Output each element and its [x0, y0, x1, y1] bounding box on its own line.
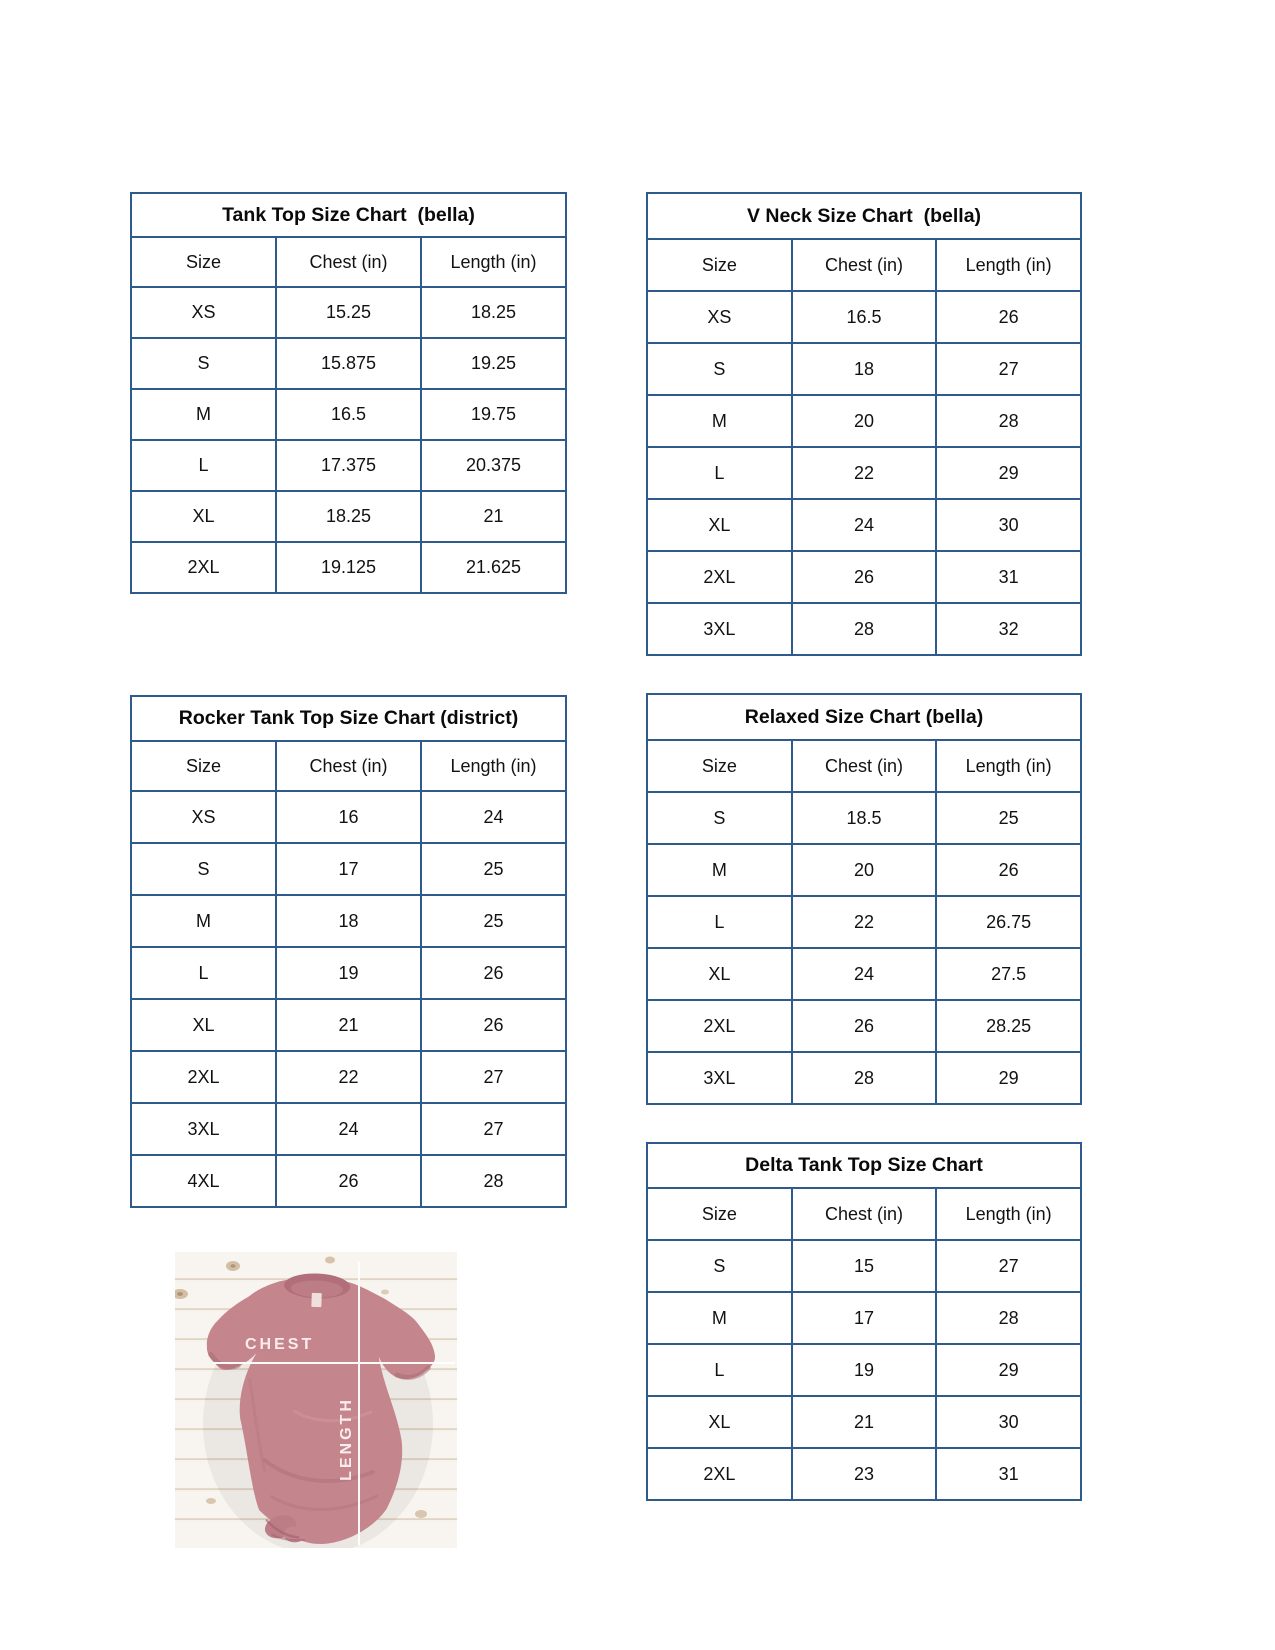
table-row — [647, 844, 1081, 896]
length-cell: 27.5 — [936, 948, 1081, 1000]
length-measure-line — [358, 1262, 360, 1545]
table-title: Delta Tank Top Size Chart — [647, 1143, 1081, 1188]
size-cell: M — [131, 389, 276, 440]
length-cell: 21.625 — [421, 542, 566, 593]
length-cell: 32 — [936, 603, 1081, 655]
chest-measure-line — [213, 1362, 455, 1364]
chest-cell: 18 — [276, 895, 421, 947]
table-row — [647, 896, 1081, 948]
chest-cell: 28 — [792, 603, 937, 655]
size-cell: 3XL — [647, 603, 792, 655]
length-cell: 19.75 — [421, 389, 566, 440]
chest-label: CHEST — [245, 1336, 315, 1353]
size-cell: L — [647, 1344, 792, 1396]
chest-cell: 16.5 — [792, 291, 937, 343]
length-cell: 24 — [421, 791, 566, 843]
size-cell: 2XL — [647, 1000, 792, 1052]
length-cell: 31 — [936, 551, 1081, 603]
size-cell: XL — [131, 999, 276, 1051]
length-cell: 27 — [936, 1240, 1081, 1292]
column-header: Size — [647, 1188, 792, 1240]
table-title: Rocker Tank Top Size Chart (district) — [131, 696, 566, 741]
table-row — [131, 338, 566, 389]
length-cell: 28.25 — [936, 1000, 1081, 1052]
column-header: Chest (in) — [276, 741, 421, 791]
length-cell: 29 — [936, 1344, 1081, 1396]
table-row — [647, 395, 1081, 447]
chest-cell: 16.5 — [276, 389, 421, 440]
chest-cell: 20 — [792, 395, 937, 447]
header-row — [131, 237, 566, 287]
length-cell: 26 — [421, 947, 566, 999]
size-cell: 4XL — [131, 1155, 276, 1207]
size-cell: XS — [131, 287, 276, 338]
length-cell: 25 — [936, 792, 1081, 844]
size-cell: XL — [647, 1396, 792, 1448]
chest-cell: 19 — [792, 1344, 937, 1396]
table-row — [647, 1292, 1081, 1344]
size-cell: S — [647, 343, 792, 395]
chest-cell: 15.25 — [276, 287, 421, 338]
chest-cell: 22 — [276, 1051, 421, 1103]
chest-cell: 23 — [792, 1448, 937, 1500]
size-cell: M — [647, 395, 792, 447]
table-row — [131, 947, 566, 999]
length-cell: 28 — [936, 395, 1081, 447]
column-header: Size — [647, 239, 792, 291]
chest-cell: 17.375 — [276, 440, 421, 491]
column-header: Chest (in) — [276, 237, 421, 287]
length-cell: 20.375 — [421, 440, 566, 491]
column-header: Length (in) — [936, 239, 1081, 291]
table-row — [131, 843, 566, 895]
chest-cell: 24 — [276, 1103, 421, 1155]
length-cell: 26 — [936, 844, 1081, 896]
chest-cell: 17 — [792, 1292, 937, 1344]
chest-cell: 15.875 — [276, 338, 421, 389]
column-header: Length (in) — [421, 741, 566, 791]
size-cell: L — [647, 447, 792, 499]
size-cell: M — [647, 1292, 792, 1344]
length-cell: 30 — [936, 499, 1081, 551]
header-row — [647, 1188, 1081, 1240]
length-cell: 27 — [421, 1103, 566, 1155]
chest-cell: 19 — [276, 947, 421, 999]
chest-cell: 24 — [792, 948, 937, 1000]
size-cell: 2XL — [131, 1051, 276, 1103]
delta-tank-top-size-chart-table — [646, 1142, 1082, 1501]
chest-cell: 18.5 — [792, 792, 937, 844]
size-cell: L — [131, 947, 276, 999]
length-cell: 25 — [421, 895, 566, 947]
table-row — [131, 491, 566, 542]
table-row — [647, 1000, 1081, 1052]
column-header: Size — [131, 741, 276, 791]
table-row — [647, 792, 1081, 844]
v-neck-size-chart-table — [646, 192, 1082, 656]
length-cell: 29 — [936, 447, 1081, 499]
size-cell: 3XL — [131, 1103, 276, 1155]
column-header: Size — [131, 237, 276, 287]
size-cell: XL — [647, 499, 792, 551]
column-header: Size — [647, 740, 792, 792]
table-row — [131, 287, 566, 338]
column-header: Length (in) — [421, 237, 566, 287]
relaxed-size-chart-table — [646, 693, 1082, 1105]
table-row — [647, 1240, 1081, 1292]
size-cell: XS — [647, 291, 792, 343]
length-cell: 19.25 — [421, 338, 566, 389]
table-title: Tank Top Size Chart (bella) — [131, 193, 566, 237]
size-cell: XL — [131, 491, 276, 542]
size-cell: S — [647, 792, 792, 844]
header-row — [131, 741, 566, 791]
length-cell: 27 — [936, 343, 1081, 395]
size-cell: M — [647, 844, 792, 896]
table-row — [647, 291, 1081, 343]
table-row — [131, 389, 566, 440]
header-row — [647, 740, 1081, 792]
table-row — [647, 1052, 1081, 1104]
length-cell: 30 — [936, 1396, 1081, 1448]
table-title: Relaxed Size Chart (bella) — [647, 694, 1081, 740]
table-row — [647, 1396, 1081, 1448]
size-cell: 2XL — [131, 542, 276, 593]
column-header: Length (in) — [936, 740, 1081, 792]
tshirt-measurement-photo — [175, 1252, 457, 1548]
length-cell: 26 — [421, 999, 566, 1051]
length-label: LENGTH — [338, 1397, 355, 1481]
chest-cell: 24 — [792, 499, 937, 551]
table-row — [647, 499, 1081, 551]
chest-cell: 18.25 — [276, 491, 421, 542]
tank-top-size-chart-table — [130, 192, 567, 594]
length-cell: 31 — [936, 1448, 1081, 1500]
column-header: Chest (in) — [792, 740, 937, 792]
length-cell: 27 — [421, 1051, 566, 1103]
tshirt-graphic — [175, 1252, 457, 1548]
table-row — [647, 1448, 1081, 1500]
size-cell: S — [131, 338, 276, 389]
table-row — [131, 999, 566, 1051]
chest-cell: 16 — [276, 791, 421, 843]
size-cell: S — [131, 843, 276, 895]
size-cell: 2XL — [647, 551, 792, 603]
chest-cell: 21 — [276, 999, 421, 1051]
size-cell: XL — [647, 948, 792, 1000]
chest-cell: 15 — [792, 1240, 937, 1292]
length-cell: 26.75 — [936, 896, 1081, 948]
table-row — [131, 791, 566, 843]
rocker-tank-top-size-chart-table — [130, 695, 567, 1208]
table-row — [647, 603, 1081, 655]
table-title: V Neck Size Chart (bella) — [647, 193, 1081, 239]
table-row — [647, 343, 1081, 395]
length-cell: 25 — [421, 843, 566, 895]
size-cell: 3XL — [647, 1052, 792, 1104]
chest-cell: 26 — [792, 551, 937, 603]
table-row — [647, 447, 1081, 499]
chest-cell: 18 — [792, 343, 937, 395]
table-row — [131, 440, 566, 491]
size-cell: 2XL — [647, 1448, 792, 1500]
table-row — [647, 1344, 1081, 1396]
size-cell: M — [131, 895, 276, 947]
length-cell: 29 — [936, 1052, 1081, 1104]
chest-cell: 17 — [276, 843, 421, 895]
chest-cell: 19.125 — [276, 542, 421, 593]
table-row — [131, 1103, 566, 1155]
length-cell: 28 — [936, 1292, 1081, 1344]
size-cell: S — [647, 1240, 792, 1292]
table-row — [131, 1051, 566, 1103]
size-cell: L — [131, 440, 276, 491]
chest-cell: 28 — [792, 1052, 937, 1104]
length-cell: 26 — [936, 291, 1081, 343]
column-header: Chest (in) — [792, 1188, 937, 1240]
length-cell: 28 — [421, 1155, 566, 1207]
size-cell: XS — [131, 791, 276, 843]
length-cell: 18.25 — [421, 287, 566, 338]
table-row — [131, 895, 566, 947]
column-header: Length (in) — [936, 1188, 1081, 1240]
table-row — [647, 551, 1081, 603]
header-row — [647, 239, 1081, 291]
chest-cell: 21 — [792, 1396, 937, 1448]
chest-cell: 20 — [792, 844, 937, 896]
table-row — [131, 1155, 566, 1207]
table-row — [131, 542, 566, 593]
size-cell: L — [647, 896, 792, 948]
chest-cell: 22 — [792, 896, 937, 948]
column-header: Chest (in) — [792, 239, 937, 291]
length-cell: 21 — [421, 491, 566, 542]
chest-cell: 22 — [792, 447, 937, 499]
table-row — [647, 948, 1081, 1000]
chest-cell: 26 — [276, 1155, 421, 1207]
chest-cell: 26 — [792, 1000, 937, 1052]
